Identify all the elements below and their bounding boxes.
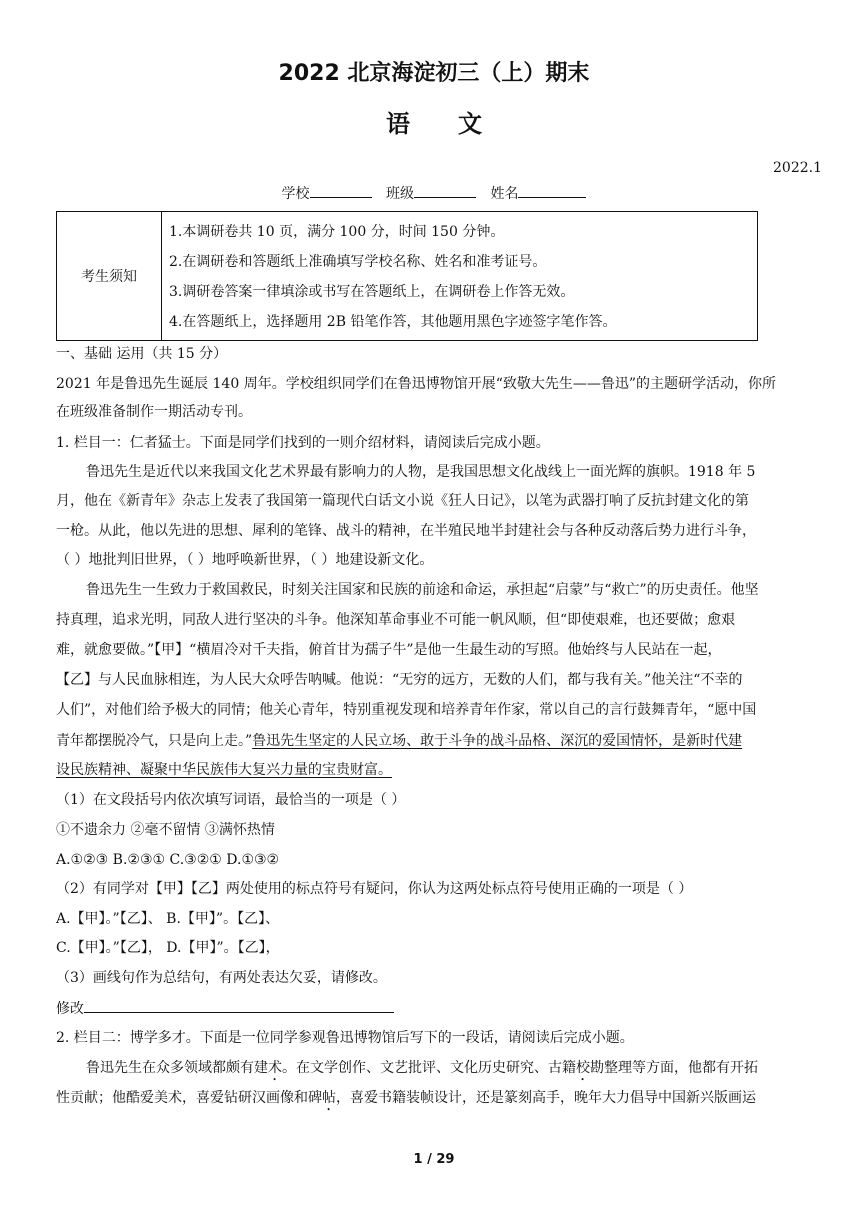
- answer-options: A.①②③ B.②③① C.③②① D.①③②: [56, 852, 280, 868]
- school-blank[interactable]: [310, 183, 372, 198]
- passage-text: 鲁迅先生在众多领域都颇有建: [86, 1060, 268, 1076]
- school-label: 学校: [281, 186, 310, 202]
- passage-line: [56, 1088, 756, 1114]
- class-label: 班级: [386, 186, 414, 202]
- passage-text: 性贡献；他酷爱美术，喜爱钻研汉画像和碑: [56, 1090, 322, 1106]
- underlined-sentence: 鲁迅先生坚定的人民立场、敢于斗争的战斗品格、深沉的爱国情怀，是新时代建: [252, 733, 743, 749]
- question-1-2: （2）有同学对【甲】【乙】两处使用的标点符号有疑问，你认为这两处标点符号使用正确的一项是（ ）: [56, 881, 693, 897]
- exam-notice-table: [56, 211, 758, 341]
- class-blank[interactable]: [414, 183, 476, 198]
- page-title: 2022 北京海淀初三（上）期末: [278, 61, 590, 86]
- page-number: 1 / 29: [413, 1152, 455, 1167]
- question-1-heading: 1. 栏目一：仁者猛士。下面是同学们找到的一则介绍材料，请阅读后完成小题。: [56, 435, 550, 451]
- passage-line: [86, 1058, 758, 1084]
- student-info-fields: [0, 183, 868, 203]
- passage-line: 持真理，追求光明，同敌人进行坚决的斗争。他深知革命事业不可能一帆风顺，但“即使艰难，也还要做；愈艰: [56, 612, 736, 628]
- passage-line: 鲁迅先生是近代以来我国文化艺术界最有影响力的人物，是我国思想文化战线上一面光辉的旗帜。1918 年 5: [86, 464, 756, 480]
- passage-line: [56, 731, 742, 751]
- passage-line: 鲁迅先生一生致力于救国救民，时刻关注国家和民族的前途和命运，承担起“启蒙”与“救亡”的历史责任。他坚: [86, 582, 759, 598]
- passage-text: 勘整理等方面，他都有开拓: [590, 1060, 758, 1076]
- revision-blank[interactable]: [84, 998, 394, 1013]
- notice-item: 1.本调研卷共 10 页，满分 100 分，时间 150 分钟。: [169, 224, 505, 240]
- underlined-sentence: 设民族精神、凝聚中华民族伟大复兴力量的宝贵财富。: [56, 762, 392, 778]
- passage-text: 。在文学创作、文艺批评、文化历史研究、古籍: [282, 1060, 576, 1076]
- passage-line: 难，就愈要做。”【甲】“横眉冷对千夫指，俯首甘为孺子牛”是他一生最生动的写照。他始终与人民站在一起，: [56, 642, 722, 658]
- name-blank[interactable]: [518, 183, 586, 198]
- question-1-3: （3）画线句作为总结句，有两处表达欠妥，请修改。: [56, 970, 387, 986]
- passage-line: [56, 760, 392, 780]
- question-2-heading: 2. 栏目二：博学多才。下面是一位同学参观鲁迅博物馆后写下的一段话，请阅读后完成小题。: [56, 1030, 634, 1046]
- passage-text: 青年都摆脱冷气，只是向上走。”: [56, 733, 253, 749]
- section-heading: 一、基础 运用（共 15 分）: [56, 346, 228, 362]
- intro-line: 2021 年是鲁迅先生诞辰 140 周年。学校组织同学们在鲁迅博物馆开展“致敬大先生——鲁迅”的主题研学活动，你所: [56, 376, 777, 392]
- passage-line: 月，他在《新青年》杂志上发表了我国第一篇现代白话文小说《狂人日记》，以笔为武器打响了反抗封建文化的第: [56, 493, 749, 509]
- answer-options: A.【甲】。”【乙】、 B.【甲】”。【乙】、: [56, 911, 280, 927]
- dotted-char: 校: [576, 1060, 590, 1076]
- intro-line: 在班级准备制作一期活动专刊。: [56, 404, 252, 420]
- subject-title: 语文: [386, 110, 530, 138]
- passage-line: （ ）地批判旧世界，（ ）地呼唤新世界，（ ）地建设新文化。: [56, 552, 434, 568]
- passage-line: 一枪。从此，他以先进的思想、犀利的笔锋、战斗的精神，在半殖民地半封建社会与各种反动落后势力进行斗争，: [56, 523, 756, 539]
- notice-heading: 考生须知: [57, 212, 162, 340]
- notice-item: 2.在调研卷和答题纸上准确填写学校名称、姓名和准考证号。: [169, 254, 547, 270]
- revision-label: 修改: [56, 1001, 84, 1017]
- name-label: 姓名: [490, 186, 519, 202]
- passage-text: ，喜爱书籍装帧设计，还是篆刻高手，晚年大力倡导中国新兴版画运: [336, 1090, 756, 1106]
- passage-line: 人们”，对他们给予极大的同情；他关心青年，特别重视发现和培养青年作家，常以自己的言行鼓舞青年，“愿中国: [56, 702, 757, 718]
- word-choices: ①不遗余力 ②毫不留情 ③满怀热情: [56, 822, 275, 838]
- passage-line: 【乙】与人民血脉相连，为人民大众呼告呐喊。他说：“无穷的远方，无数的人们，都与我有关。”他关注“不幸的: [56, 672, 743, 688]
- question-1-1: （1）在文段括号内依次填写词语，最恰当的一项是（ ）: [56, 792, 406, 808]
- exam-date: 2022.1: [773, 160, 822, 176]
- notice-item: 4.在答题纸上，选择题用 2B 铅笔作答，其他题用黑色字迹签字笔作答。: [169, 314, 617, 330]
- dotted-char: 帖: [322, 1090, 336, 1106]
- dotted-char: 术: [268, 1060, 282, 1076]
- revision-line: [56, 998, 394, 1019]
- answer-options: C.【甲】。”【乙】， D.【甲】”。【乙】，: [56, 940, 280, 956]
- notice-item: 3.调研卷答案一律填涂或书写在答题纸上，在调研卷上作答无效。: [169, 284, 575, 300]
